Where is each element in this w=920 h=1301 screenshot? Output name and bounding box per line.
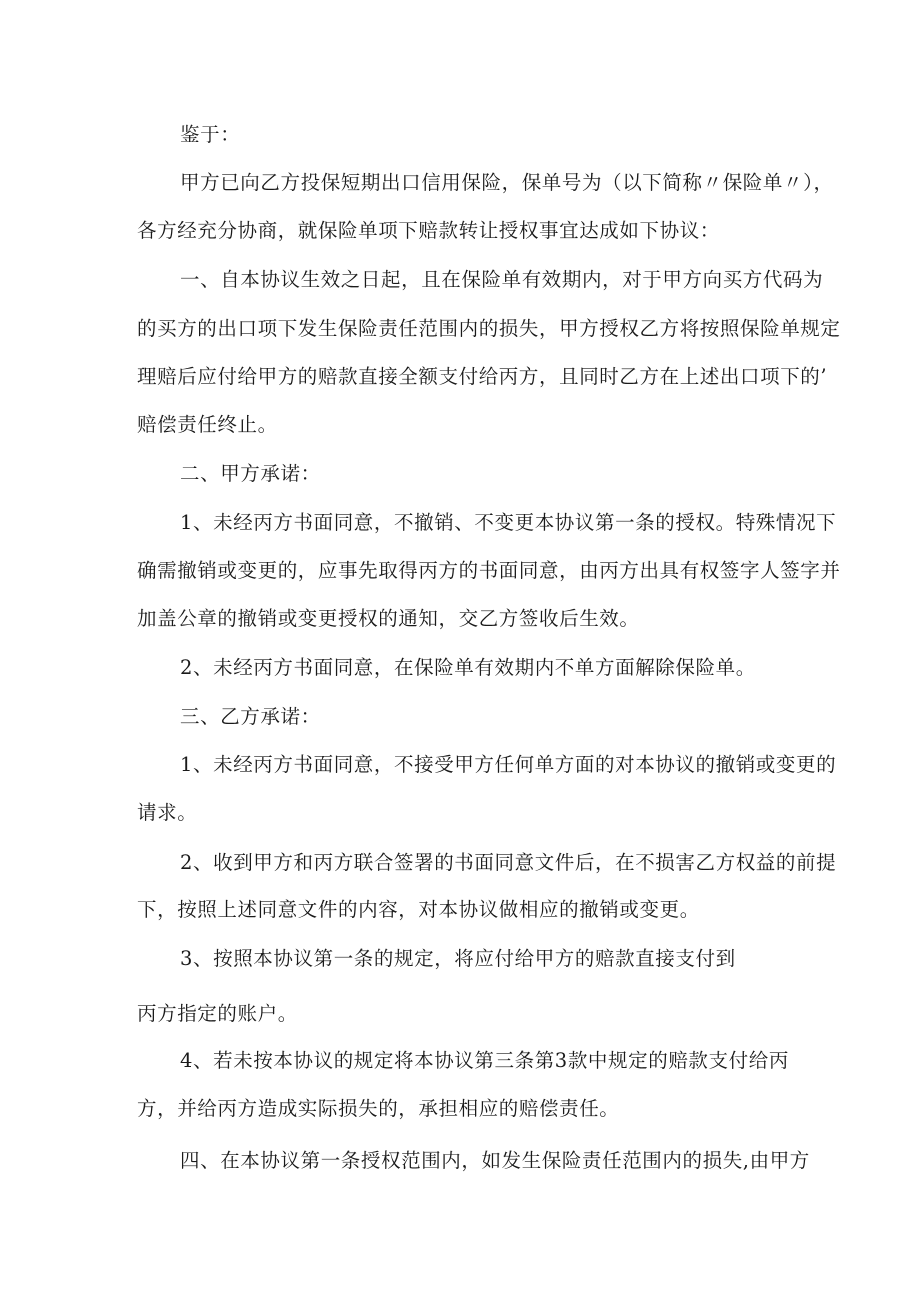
text-line-clause-4-a: 四、在本协议第一条授权范围内，如发生保险责任范围内的损失,由甲方 xyxy=(180,1149,810,1172)
text-line-clause-2-1-b: 确需撤销或变更的，应事先取得丙方的书面同意，由丙方出具有权签字人签字并 xyxy=(137,559,841,582)
text-line-clause-2-heading: 二、甲方承诺： xyxy=(180,462,321,485)
text-line-clause-3-2-b: 下，按照上述同意文件的内容，对本协议做相应的撤销或变更。 xyxy=(137,898,700,921)
text-line-clause-3-1-b: 请求。 xyxy=(137,801,198,824)
text-line-clause-1-b: 的买方的出口项下发生保险责任范围内的损失，甲方授权乙方将按照保险单规定 xyxy=(137,317,841,340)
text-line-clause-1-a: 一、自本协议生效之日起，且在保险单有效期内，对于甲方向买方代码为 xyxy=(180,268,824,291)
text-line-clause-3-4-b: 方，并给丙方造成实际损失的，承担相应的赔偿责任。 xyxy=(137,1097,620,1120)
text-line-clause-3-heading: 三、乙方承诺： xyxy=(180,705,321,728)
text-line-recital-2: 各方经充分协商，就保险单项下赔款转让授权事宜达成如下协议： xyxy=(137,219,720,242)
text-line-clause-2-1-c: 加盖公章的撤销或变更授权的通知，交乙方签收后生效。 xyxy=(137,607,640,630)
text-line-clause-3-3-a: 3、按照本协议第一条的规定，将应付给甲方的赔款直接支付到 xyxy=(180,947,736,970)
text-line-clause-3-2-a: 2、收到甲方和丙方联合签署的书面同意文件后，在不损害乙方权益的前提 xyxy=(180,851,837,874)
text-line-clause-3-3-b: 丙方指定的账户。 xyxy=(137,1002,298,1025)
text-line-clause-2-2: 2、未经丙方书面同意，在保险单有效期内不单方面解除保险单。 xyxy=(180,656,756,679)
text-line-clause-1-c: 理赔后应付给甲方的赔款直接全额支付给丙方，且同时乙方在上述出口项下的’ xyxy=(137,365,828,388)
text-line-clause-3-1-a: 1、未经丙方书面同意，不接受甲方任何单方面的对本协议的撤销或变更的 xyxy=(180,753,837,776)
text-line-recital-heading: 鉴于： xyxy=(180,123,241,146)
text-line-clause-2-1-a: 1、未经丙方书面同意，不撤销、不变更本协议第一条的授权。特殊情况下 xyxy=(180,511,837,534)
text-line-clause-1-d: 赔偿责任终止。 xyxy=(137,413,278,436)
text-line-recital-1: 甲方已向乙方投保短期出口信用保险，保单号为（以下简称〃保险单〃）， xyxy=(180,171,834,194)
text-line-clause-3-4-a: 4、若未按本协议的规定将本协议第三条第3款中规定的赔款支付给丙 xyxy=(180,1049,789,1072)
